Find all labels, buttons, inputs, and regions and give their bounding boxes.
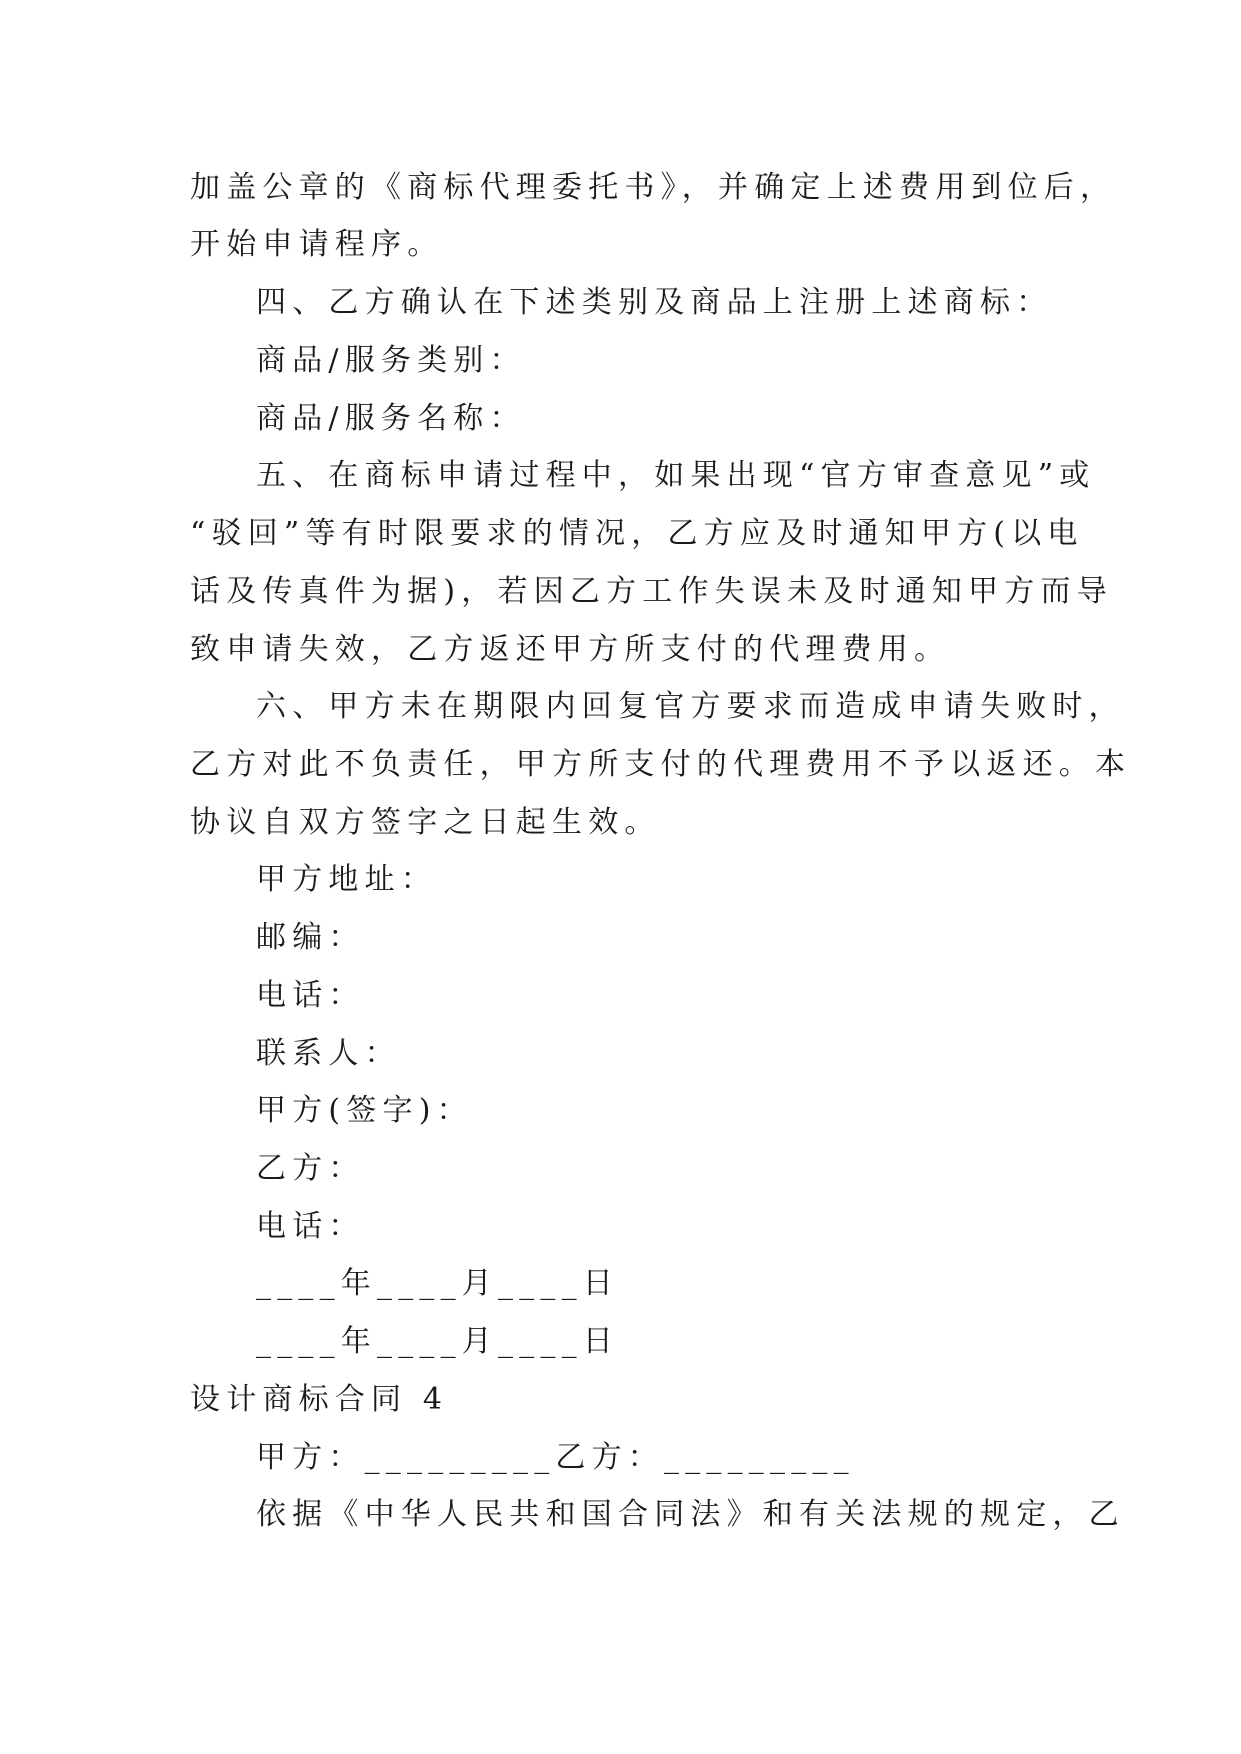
paragraph-line: 开始申请程序。 bbox=[190, 227, 444, 262]
paragraph-line: 乙方对此不负责任，甲方所支付的代理费用不予以返还。本 bbox=[190, 747, 1132, 782]
paragraph-line: 致申请失效，乙方返还甲方所支付的代理费用。 bbox=[190, 632, 951, 667]
field-postcode: 邮编： bbox=[256, 920, 365, 955]
paragraph-line: 依据《中华人民共和国合同法》和有关法规的规定，乙 bbox=[256, 1497, 1125, 1532]
paragraph-line: 话及传真件为据)，若因乙方工作失误未及时通知甲方而导 bbox=[190, 574, 1113, 609]
field-party-a-address: 甲方地址： bbox=[256, 862, 437, 897]
field-phone: 电话： bbox=[256, 978, 365, 1013]
date-line: ____年____月____日 bbox=[256, 1324, 619, 1359]
clause-five: 五、在商标申请过程中，如果出现“官方审查意见”或 bbox=[256, 458, 1096, 493]
field-phone-b: 电话： bbox=[256, 1209, 365, 1244]
clause-four: 四、乙方确认在下述类别及商品上注册上述商标： bbox=[256, 285, 1053, 320]
paragraph-line: 协议自双方签字之日起生效。 bbox=[190, 805, 661, 840]
field-contact: 联系人： bbox=[256, 1036, 401, 1071]
field-goods-class: 商品/服务类别： bbox=[256, 343, 526, 378]
field-goods-name: 商品/服务名称： bbox=[256, 401, 526, 436]
field-party-a-signature: 甲方(签字)： bbox=[256, 1093, 473, 1128]
parties-line: 甲方：_________乙方：_________ bbox=[256, 1440, 855, 1475]
section-heading: 设计商标合同 4 bbox=[190, 1382, 449, 1417]
field-party-b: 乙方： bbox=[256, 1151, 365, 1186]
paragraph-line: 加盖公章的《商标代理委托书》，并确定上述费用到位后， bbox=[190, 170, 1117, 205]
clause-six: 六、甲方未在期限内回复官方要求而造成申请失败时， bbox=[256, 689, 1125, 724]
paragraph-line: “驳回”等有时限要求的情况，乙方应及时通知甲方(以电 bbox=[190, 516, 1084, 551]
date-line: ____年____月____日 bbox=[256, 1266, 619, 1301]
